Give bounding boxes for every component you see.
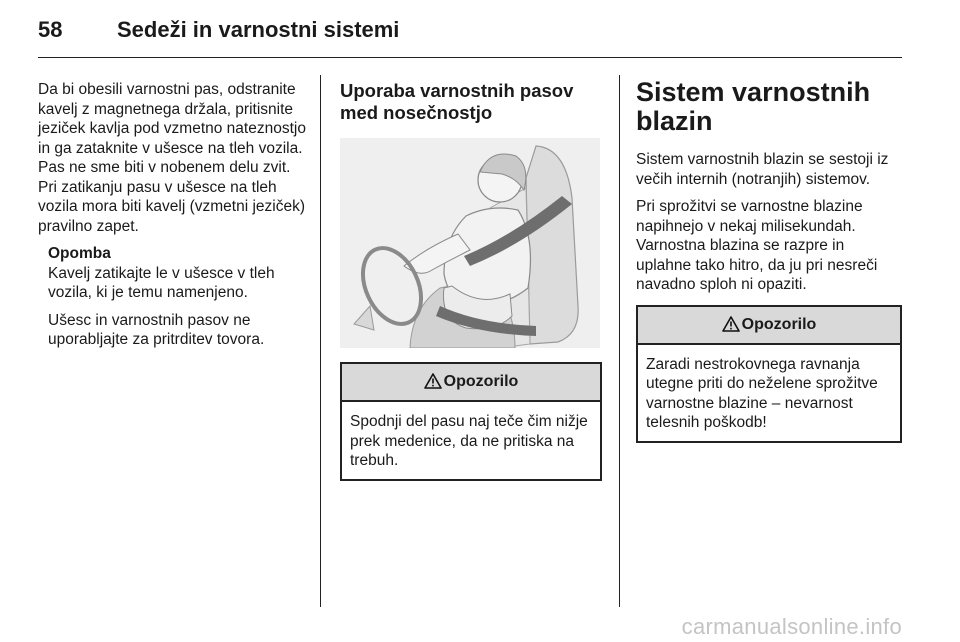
airbag-heading: Sistem varnostnih blazin (636, 77, 871, 136)
warning-box-header (342, 364, 600, 402)
warning-text: Zaradi nestrokovnega ravnanja utegne priti do neželene sprožitve varnostne blazine – nevarnost telesnih poškodb! (646, 355, 878, 431)
airbag-paragraph-1: Sistem varnostnih blazin se sestoji iz večih internih (notranjih) sistemov. (636, 151, 889, 188)
warning-box-header (638, 307, 900, 345)
warning-title: Opozorilo (741, 315, 817, 333)
note-text-1: Kavelj zatikajte le v ušesce v tleh vozila, ki je temu namenjeno. (48, 264, 275, 301)
pregnant-seatbelt-illustration (340, 138, 600, 348)
warning-box-pregnancy (340, 362, 602, 481)
watermark: carmanualsonline.info (681, 614, 902, 639)
header-rule (38, 57, 902, 58)
warning-text: Spodnji del pasu naj teče čim nižje prek medenice, da ne pritiska na trebuh. (350, 413, 588, 469)
page-number: 58 (38, 17, 63, 42)
column-divider-right (619, 75, 620, 607)
note-text-2: Ušesc in varnostnih pasov ne uporabljajte za pritrditev tovora. (48, 311, 265, 348)
warning-box-airbag (636, 305, 902, 443)
section-title: Sedeži in varnostni sistemi (117, 17, 400, 42)
column-1 (38, 80, 308, 358)
column-2 (340, 80, 602, 481)
warning-title: Opozorilo (443, 373, 519, 390)
airbag-paragraph-2: Pri sprožitvi se varnostne blazine napihnejo v nekaj milisekundah. Varnostna blazina se razpre in uplahne tako hitro, da ju pri nesreči navadno sploh ni opaziti. (636, 198, 878, 293)
note-title: Opomba (48, 245, 111, 262)
hook-instructions-paragraph: Da bi obesili varnostni pas, odstranite kavelj z magnetnega držala, pritisnite jeziček kavlja pod vzmetno nateznostjo in ga zataknite v ušesce na tleh vozila. Pas ne sme biti v nobenem delu zvit. Pri zatikanju pasu v ušesce na tleh vozila mora biti kavelj (vzmetni jeziček) pravilno zapet. (38, 81, 306, 235)
note-block (48, 244, 308, 350)
warning-triangle-icon (424, 373, 442, 389)
pregnancy-heading: Uporaba varnostnih pasov med nosečnostjo (340, 80, 574, 123)
warning-triangle-icon (722, 316, 740, 332)
column-divider-left (320, 75, 321, 607)
column-3 (636, 77, 902, 443)
